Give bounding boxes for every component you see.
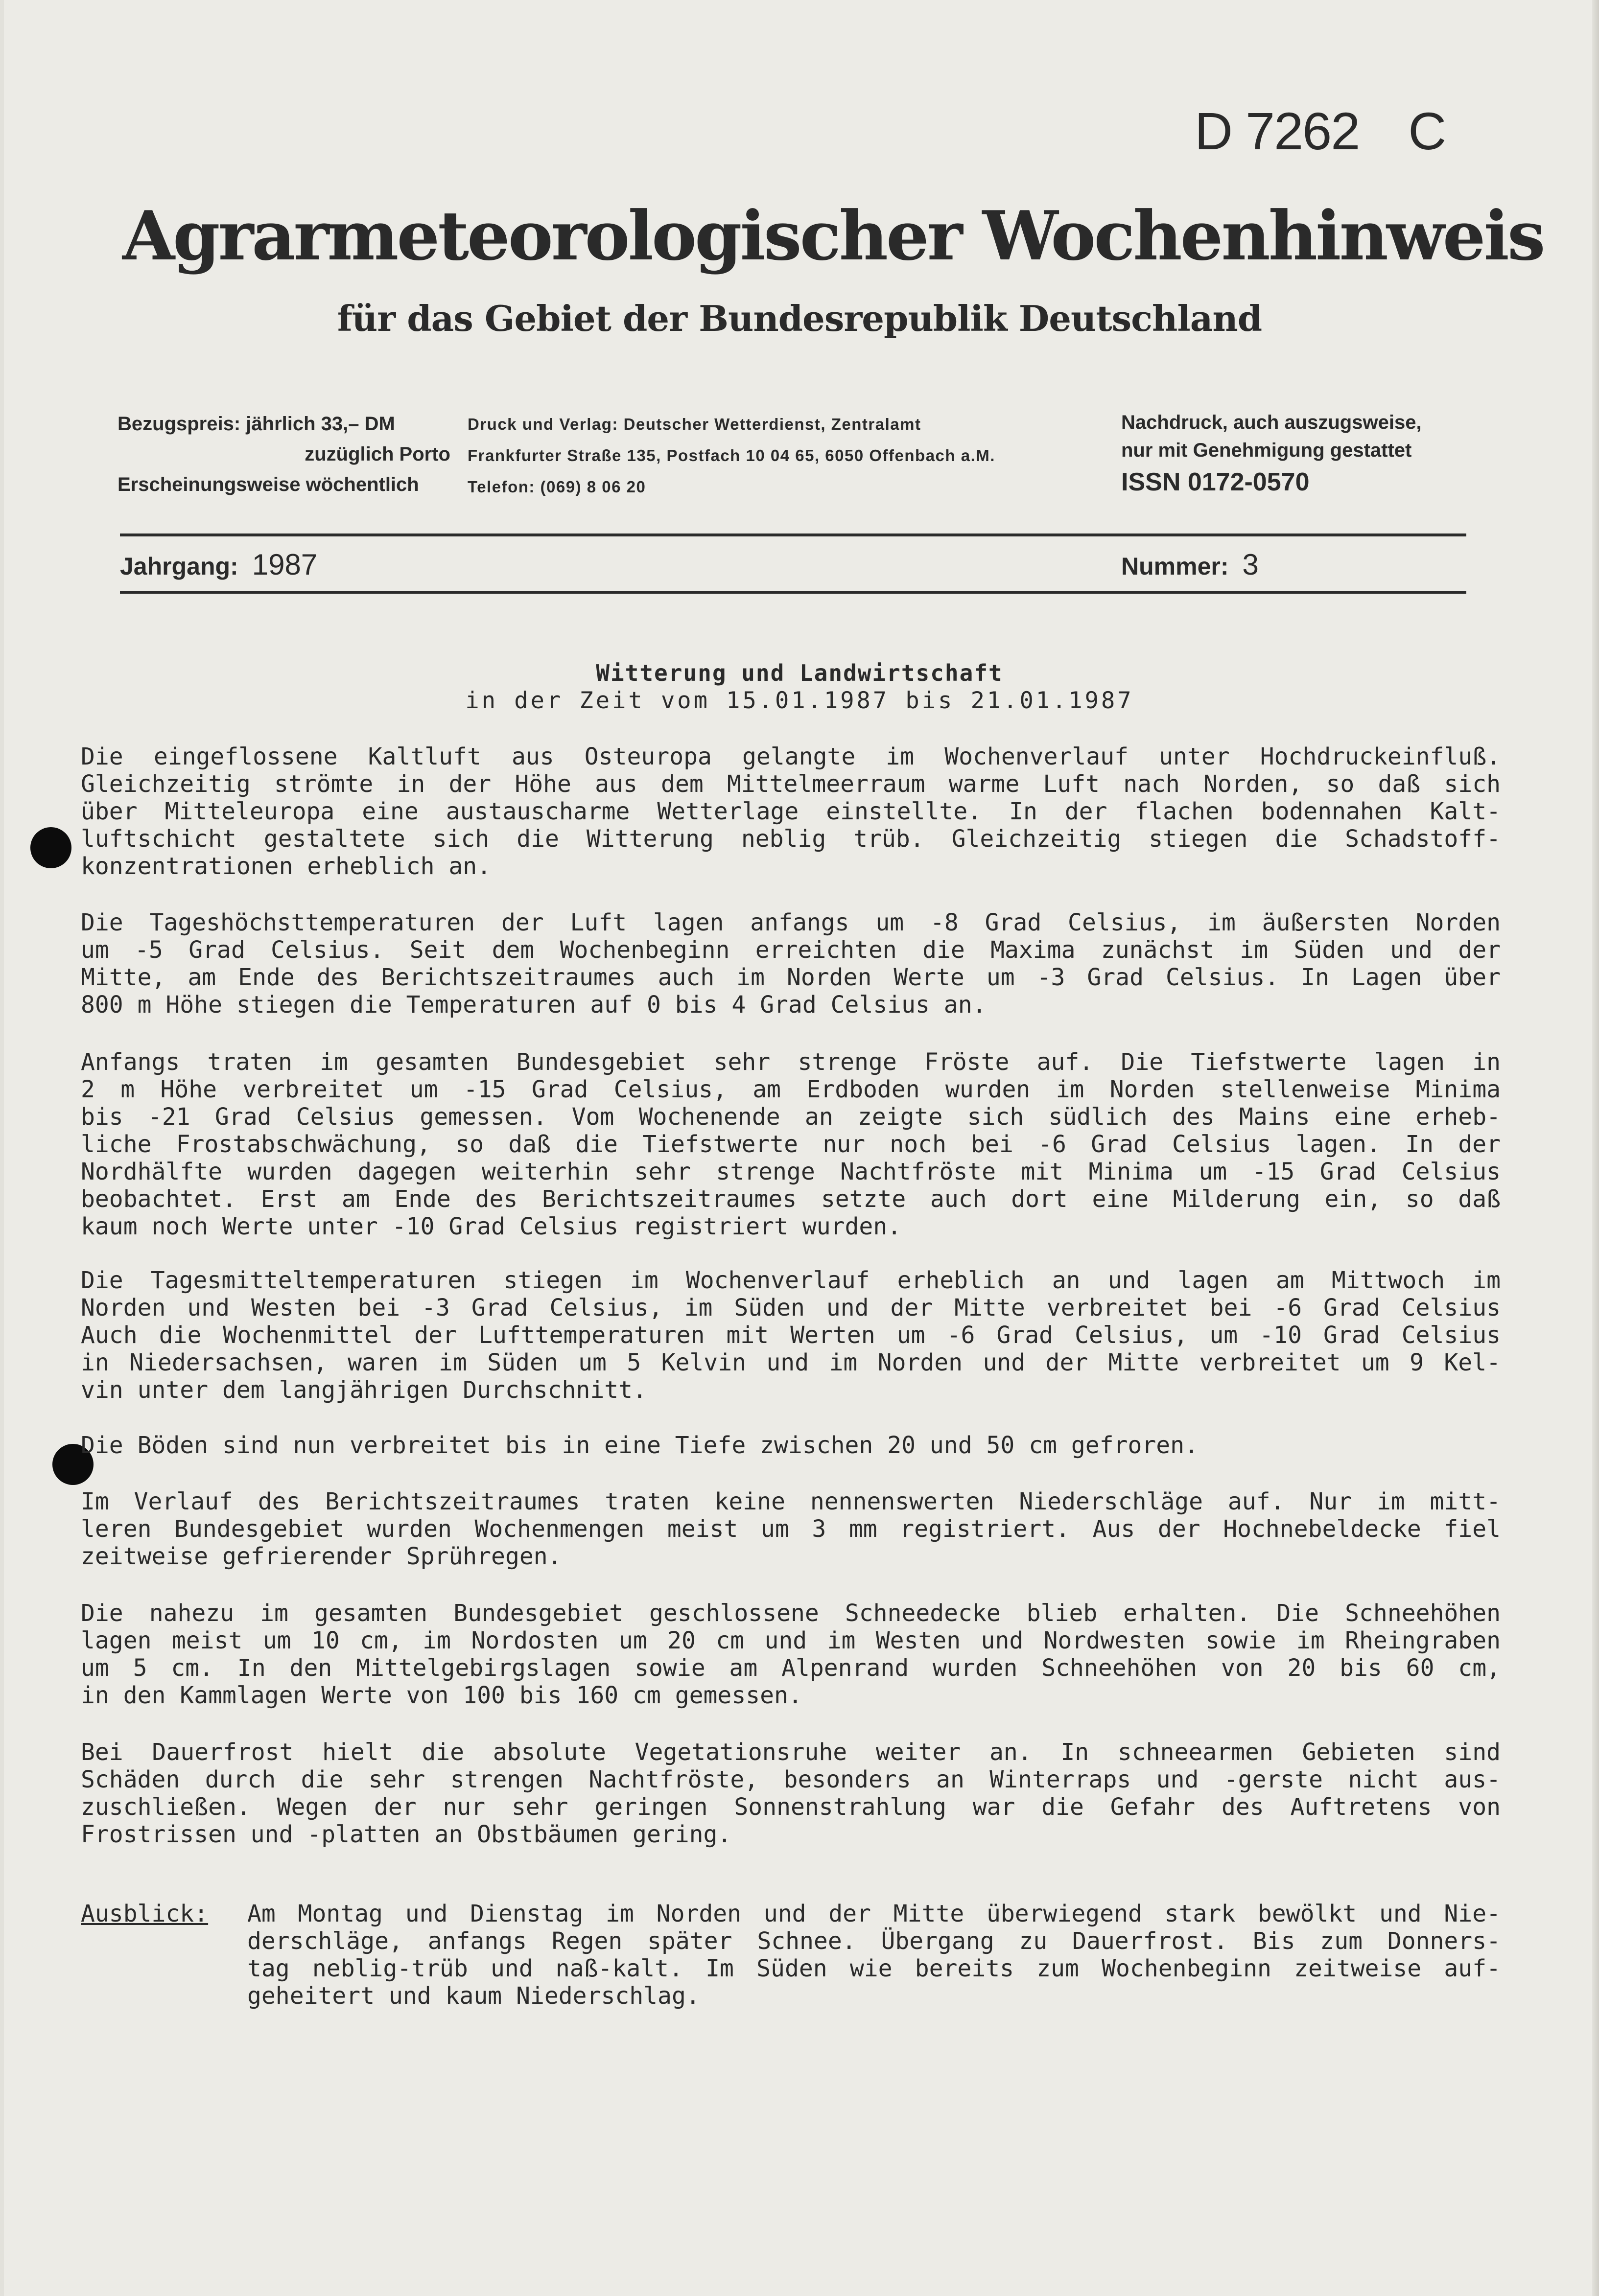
paragraph-7 bbox=[81, 1600, 1501, 1709]
text-line: zuschließen. Wegen der nur sehr geringen Sonnenstrahlung war die Gefahr des Auftretens von bbox=[81, 1793, 1501, 1821]
text-line: in Niedersachsen, waren im Süden um 5 Kelvin und im Norden und der Mitte verbreitet um 9 Kel- bbox=[81, 1349, 1501, 1376]
text-line: Die nahezu im gesamten Bundesgebiet geschlossene Schneedecke blieb erhalten. Die Schneehöhen bbox=[81, 1600, 1501, 1627]
section-period: in der Zeit vom 15.01.1987 bis 21.01.1987 bbox=[465, 687, 1134, 714]
doc-class: C bbox=[1408, 101, 1446, 161]
paragraph-2 bbox=[81, 909, 1501, 1019]
text-line: derschläge, anfangs Regen später Schnee. Übergang zu Dauerfrost. Bis zum Donners- bbox=[247, 1927, 1501, 1955]
text-line: Die Tageshöchsttemperaturen der Luft lagen anfangs um -8 Grad Celsius, im äußersten Norden bbox=[81, 909, 1501, 936]
text-line: Anfangs traten im gesamten Bundesgebiet sehr strenge Fröste auf. Die Tiefstwerte lagen in bbox=[81, 1048, 1501, 1076]
imprint-price: Bezugspreis: jährlich 33,– DM bbox=[118, 413, 395, 435]
paragraph-1 bbox=[81, 743, 1501, 880]
paragraph-8 bbox=[81, 1739, 1501, 1848]
text-line: Die eingeflossene Kaltluft aus Osteuropa gelangte im Wochenverlauf unter Hochdruckeinfluß. bbox=[81, 743, 1501, 770]
punch-hole-top bbox=[30, 827, 71, 868]
imprint-address: Frankfurter Straße 135, Postfach 10 04 65, 6050 Offenbach a.M. bbox=[468, 446, 995, 464]
text-line: zeitweise gefrierender Sprühregen. bbox=[81, 1543, 562, 1570]
number-value: 3 bbox=[1242, 548, 1259, 581]
text-line: um 5 cm. In den Mittelgebirgslagen sowie am Alpenrand wurden Schneehöhen von 20 bis 60 cm, bbox=[81, 1654, 1501, 1682]
outlook-text bbox=[247, 1900, 1501, 2010]
text-line: Am Montag und Dienstag im Norden und der Mitte überwiegend stark bewölkt und Nie- bbox=[247, 1900, 1501, 1927]
text-line: Bei Dauerfrost hielt die absolute Vegetationsruhe weiter an. In schneearmen Gebieten sind bbox=[81, 1739, 1501, 1766]
paper-edge-right bbox=[1592, 0, 1599, 2296]
paragraph-6 bbox=[81, 1488, 1501, 1570]
section-title: Witterung und Landwirtschaft bbox=[596, 660, 1003, 686]
imprint-phone: Telefon: (069) 8 06 20 bbox=[468, 478, 646, 496]
text-line: Auch die Wochenmittel der Lufttemperaturen mit Werten um -6 Grad Celsius, um -10 Grad Celsius bbox=[81, 1322, 1501, 1349]
text-line: bis -21 Grad Celsius gemessen. Vom Wochenende an zeigte sich südlich des Mains eine erheb- bbox=[81, 1103, 1501, 1131]
text-line: lagen meist um 10 cm, im Nordosten um 20 cm und im Westen und Nordwesten sowie im Rheingraben bbox=[81, 1627, 1501, 1654]
paper-edge-left bbox=[0, 0, 4, 2296]
imprint-frequency: Erscheinungsweise wöchentlich bbox=[118, 474, 419, 495]
imprint-pricing bbox=[118, 409, 450, 500]
text-line: Die Tagesmitteltemperaturen stiegen im Wochenverlauf erheblich an und lagen am Mittwoch im bbox=[81, 1267, 1501, 1294]
text-line: Frostrissen und -platten an Obstbäumen gering. bbox=[81, 1821, 732, 1848]
text-line: 2 m Höhe verbreitet um -15 Grad Celsius, am Erdboden wurden im Norden stellenweise Minima bbox=[81, 1076, 1501, 1103]
year-value: 1987 bbox=[252, 548, 318, 581]
text-line: liche Frostabschwächung, so daß die Tiefstwerte nur noch bei -6 Grad Celsius lagen. In der bbox=[81, 1131, 1501, 1158]
text-line: luftschicht gestaltete sich die Witterung neblig trüb. Gleichzeitig stiegen die Schadstoff- bbox=[81, 825, 1501, 853]
imprint-publisher-name: Druck und Verlag: Deutscher Wetterdienst, Zentralamt bbox=[468, 415, 921, 433]
text-line: Norden und Westen bei -3 Grad Celsius, im Süden und der Mitte verbreitet bei -6 Grad Celsius bbox=[81, 1294, 1501, 1322]
imprint-postage: zuzüglich Porto bbox=[305, 443, 450, 465]
doc-number: D 7262 bbox=[1195, 101, 1360, 161]
divider-bottom bbox=[120, 591, 1466, 594]
year-label: Jahrgang: bbox=[120, 553, 238, 580]
imprint-rights bbox=[1121, 409, 1422, 496]
issue-number bbox=[1121, 544, 1259, 585]
number-label: Nummer: bbox=[1121, 553, 1229, 580]
text-line: leren Bundesgebiet wurden Wochenmengen meist um 3 mm registriert. Aus der Hochnebeldecke fiel bbox=[81, 1515, 1501, 1543]
text-line: Nordhälfte wurden dagegen weiterhin sehr strenge Nachtfröste mit Minima um -15 Grad Celsius bbox=[81, 1158, 1501, 1185]
page-title: Agrarmeteorologischer Wochenhinweis bbox=[122, 196, 1544, 276]
text-line: kaum noch Werte unter -10 Grad Celsius registriert wurden. bbox=[81, 1213, 902, 1240]
issn: ISSN 0172-0570 bbox=[1121, 468, 1310, 496]
divider-top bbox=[120, 533, 1466, 536]
text-line: tag neblig-trüb und naß-kalt. Im Süden wie bereits zum Wochenbeginn zeitweise auf- bbox=[247, 1955, 1501, 1982]
text-line: konzentrationen erheblich an. bbox=[81, 853, 492, 880]
text-line: um -5 Grad Celsius. Seit dem Wochenbeginn erreichten die Maxima zunächst im Süden und der bbox=[81, 936, 1501, 964]
outlook-label: Ausblick: bbox=[81, 1900, 209, 1927]
text-line: Die Böden sind nun verbreitet bis in eine Tiefe zwischen 20 und 50 cm gefroren. bbox=[81, 1432, 1199, 1459]
page-subtitle: für das Gebiet der Bundesrepublik Deutschland bbox=[337, 298, 1262, 339]
text-line: beobachtet. Erst am Ende des Berichtszeitraumes setzte auch dort eine Milderung ein, so daß bbox=[81, 1185, 1501, 1213]
imprint-publisher bbox=[468, 409, 995, 503]
text-line: Mitte, am Ende des Berichtszeitraumes auch im Norden Werte um -3 Grad Celsius. In Lagen über bbox=[81, 964, 1501, 991]
text-line: geheitert und kaum Niederschlag. bbox=[247, 1982, 700, 2010]
text-line: Gleichzeitig strömte in der Höhe aus dem Mittelmeerraum warme Luft nach Norden, so daß sich bbox=[81, 770, 1501, 798]
text-line: vin unter dem langjährigen Durchschnitt. bbox=[81, 1376, 647, 1404]
imprint-permission-note: nur mit Genehmigung gestattet bbox=[1121, 440, 1412, 461]
text-line: über Mitteleuropa eine austauscharme Wetterlage einstellte. In der flachen bodennahen Kalt- bbox=[81, 798, 1501, 825]
paragraph-3 bbox=[81, 1048, 1501, 1240]
paragraph-4 bbox=[81, 1267, 1501, 1404]
volume-year bbox=[120, 544, 317, 585]
text-line: in den Kammlagen Werte von 100 bis 160 cm gemessen. bbox=[81, 1682, 802, 1709]
text-line: 800 m Höhe stiegen die Temperaturen auf 0 bis 4 Grad Celsius an. bbox=[81, 991, 987, 1019]
paragraph-5 bbox=[81, 1432, 1501, 1459]
document-code bbox=[1195, 100, 1488, 162]
text-line: Schäden durch die sehr strengen Nachtfröste, besonders an Winterraps und -gerste nicht aus- bbox=[81, 1766, 1501, 1793]
imprint-reprint-note: Nachdruck, auch auszugsweise, bbox=[1121, 412, 1422, 433]
text-line: Im Verlauf des Berichtszeitraumes traten keine nennenswerten Niederschläge auf. Nur im mitt- bbox=[81, 1488, 1501, 1515]
